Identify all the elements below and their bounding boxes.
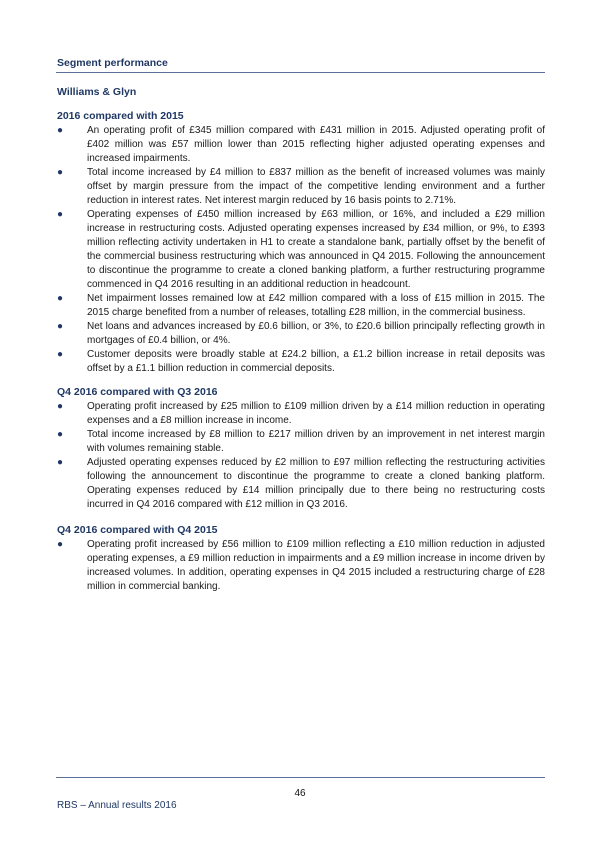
bullet-list-q4-vs-q3 bbox=[57, 400, 545, 512]
segment-name: Williams & Glyn bbox=[57, 86, 137, 98]
list-item: ● Operating expenses of £450 million increased by £63 million, or 16%, and included a £29 million increase in restructuring costs. Adjusted operating expenses increased by £34 million, or 9%, to £393 million reflecting activity undertaken in H1 to create a standalone bank, partially offset by the benefit of the commercial business restructuring which was announced in Q4 2015. Following the announcement to discontinue the programme to create a cloned banking platform, a further restructuring programme commenced in Q4 2016 resulting in an additional reduction in headcount. bbox=[57, 209, 545, 290]
bullet-icon: ● bbox=[57, 401, 64, 412]
bullet-icon: ● bbox=[57, 209, 64, 220]
footer-document-title: RBS – Annual results 2016 bbox=[57, 800, 177, 811]
list-item: ● Operating profit increased by £25 million to £109 million driven by a £14 million reduction in operating expenses and a £8 million increase in income. bbox=[57, 401, 545, 426]
footer-divider bbox=[56, 777, 545, 778]
list-item: ● Customer deposits were broadly stable at £24.2 billion, a £1.2 billion increase in retail deposits was offset by a £1.1 billion reduction in commercial deposits. bbox=[57, 349, 545, 374]
list-item: ● Operating profit increased by £56 million to £109 million reflecting a £10 million reduction in adjusted operating expenses, a £9 million reduction in impairments and a £9 million increase in income driven by increased volumes. In addition, operating expenses in Q4 2015 included a restructuring charge of £28 million in commercial banking. bbox=[57, 539, 545, 592]
bullet-list-2016-vs-2015 bbox=[57, 124, 545, 376]
list-item: ● An operating profit of £345 million compared with £431 million in 2015. Adjusted operating profit of £402 million was £57 million lower than 2015 reflecting higher adjusted operating expenses and increased impairments. bbox=[57, 125, 545, 164]
section-heading-q4-vs-q4: Q4 2016 compared with Q4 2015 bbox=[57, 524, 218, 536]
bullet-icon: ● bbox=[57, 321, 64, 332]
bullet-list-q4-vs-q4 bbox=[57, 538, 545, 594]
list-item: ● Adjusted operating expenses reduced by £2 million to £97 million reflecting the restructuring activities following the announcement to discontinue the programme to create a cloned banking platform. Operating expenses reduced by £14 million principally due to there being no restructuring costs incurred in Q4 2016 compared with £12 million in Q3 2016. bbox=[57, 457, 545, 510]
bullet-icon: ● bbox=[57, 349, 64, 360]
bullet-icon: ● bbox=[57, 167, 64, 178]
list-item: ● Net loans and advances increased by £0.6 billion, or 3%, to £20.6 billion principally reflecting growth in mortgages of £0.4 billion, or 4%. bbox=[57, 321, 545, 346]
bullet-icon: ● bbox=[57, 429, 64, 440]
bullet-icon: ● bbox=[57, 125, 64, 136]
bullet-icon: ● bbox=[57, 539, 64, 550]
bullet-icon: ● bbox=[57, 457, 64, 468]
page-number: 46 bbox=[294, 788, 306, 799]
list-item: ● Net impairment losses remained low at £42 million compared with a loss of £15 million in 2015. The 2015 charge benefited from a number of releases, totalling £28 million, in the commercial business. bbox=[57, 293, 545, 318]
header-divider bbox=[56, 72, 545, 73]
section-title: Segment performance bbox=[57, 57, 168, 69]
section-heading-q4-vs-q3: Q4 2016 compared with Q3 2016 bbox=[57, 386, 218, 398]
section-heading-2016-vs-2015: 2016 compared with 2015 bbox=[57, 110, 184, 122]
list-item: ● Total income increased by £8 million to £217 million driven by an improvement in net interest margin with volumes remaining stable. bbox=[57, 429, 545, 454]
bullet-icon: ● bbox=[57, 293, 64, 304]
list-item: ● Total income increased by £4 million to £837 million as the benefit of increased volumes was mainly offset by margin pressure from the impact of the competitive lending environment and a further reduction in interest rates. Net interest margin reduced by 16 basis points to 2.71%. bbox=[57, 167, 545, 206]
